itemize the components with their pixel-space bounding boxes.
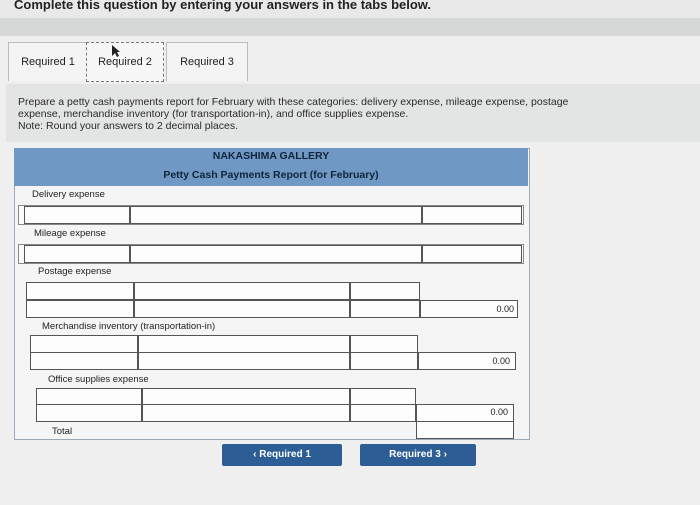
merchandise-description-input-1[interactable] — [138, 335, 350, 353]
merchandise-subtotal-value: 0.00 — [492, 356, 510, 366]
instruction-note: Note: Round your answers to 2 decimal places. — [18, 120, 239, 132]
company-name: NAKASHIMA GALLERY — [212, 150, 330, 162]
total-amount — [416, 421, 514, 439]
office-date-input-2[interactable] — [36, 404, 142, 422]
instruction-line-1: Prepare a petty cash payments report for February with these categories: delivery expense, mileage expense, postage — [18, 96, 569, 108]
row-label-total: Total — [52, 426, 73, 437]
row-label-office: Office supplies expense — [48, 374, 149, 385]
merchandise-description-input-2[interactable] — [138, 352, 350, 370]
previous-button-label: Required 1 — [259, 449, 311, 460]
tab-required-2[interactable]: Required 2 — [86, 42, 164, 82]
postage-subtotal-value: 0.00 — [496, 304, 514, 314]
chevron-left-icon: ‹ — [253, 449, 257, 460]
mouse-cursor-icon — [111, 44, 121, 61]
instructions-heading: Complete this question by entering your answers in the tabs below. — [14, 0, 432, 12]
merchandise-amount-input-1[interactable] — [350, 335, 418, 353]
delivery-date-input[interactable] — [24, 206, 130, 224]
mileage-amount-input[interactable] — [422, 245, 522, 263]
postage-description-input-1[interactable] — [134, 282, 350, 300]
report-title: Petty Cash Payments Report (for February) — [163, 169, 379, 181]
postage-date-input-2[interactable] — [26, 300, 134, 318]
tab-required-1[interactable]: Required 1 — [8, 42, 88, 81]
postage-description-input-2[interactable] — [134, 300, 350, 318]
row-label-mileage: Mileage expense — [34, 228, 106, 239]
office-subtotal-value: 0.00 — [490, 407, 508, 417]
mileage-date-input[interactable] — [24, 245, 130, 263]
chevron-right-icon: › — [443, 449, 447, 460]
merchandise-amount-input-2[interactable] — [350, 352, 418, 370]
postage-date-input-1[interactable] — [26, 282, 134, 300]
delivery-amount-input[interactable] — [422, 206, 522, 224]
office-description-input-2[interactable] — [142, 404, 350, 422]
merchandise-date-input-2[interactable] — [30, 352, 138, 370]
postage-amount-input-1[interactable] — [350, 282, 420, 300]
merchandise-date-input-1[interactable] — [30, 335, 138, 353]
instruction-line-2: expense, merchandise inventory (for transportation-in), and office supplies expense. — [18, 108, 409, 120]
next-button-label: Required 3 — [389, 449, 441, 460]
office-amount-input-2[interactable] — [350, 404, 416, 422]
tab-required-3[interactable]: Required 3 — [166, 42, 248, 81]
delivery-description-input[interactable] — [130, 206, 422, 224]
mileage-description-input[interactable] — [130, 245, 422, 263]
next-button[interactable] — [360, 444, 476, 466]
postage-amount-input-2[interactable] — [350, 300, 420, 318]
row-label-postage: Postage expense — [38, 266, 112, 277]
row-label-merchandise: Merchandise inventory (transportation-in) — [42, 321, 216, 332]
previous-button[interactable] — [222, 444, 342, 466]
row-label-delivery: Delivery expense — [32, 189, 105, 200]
